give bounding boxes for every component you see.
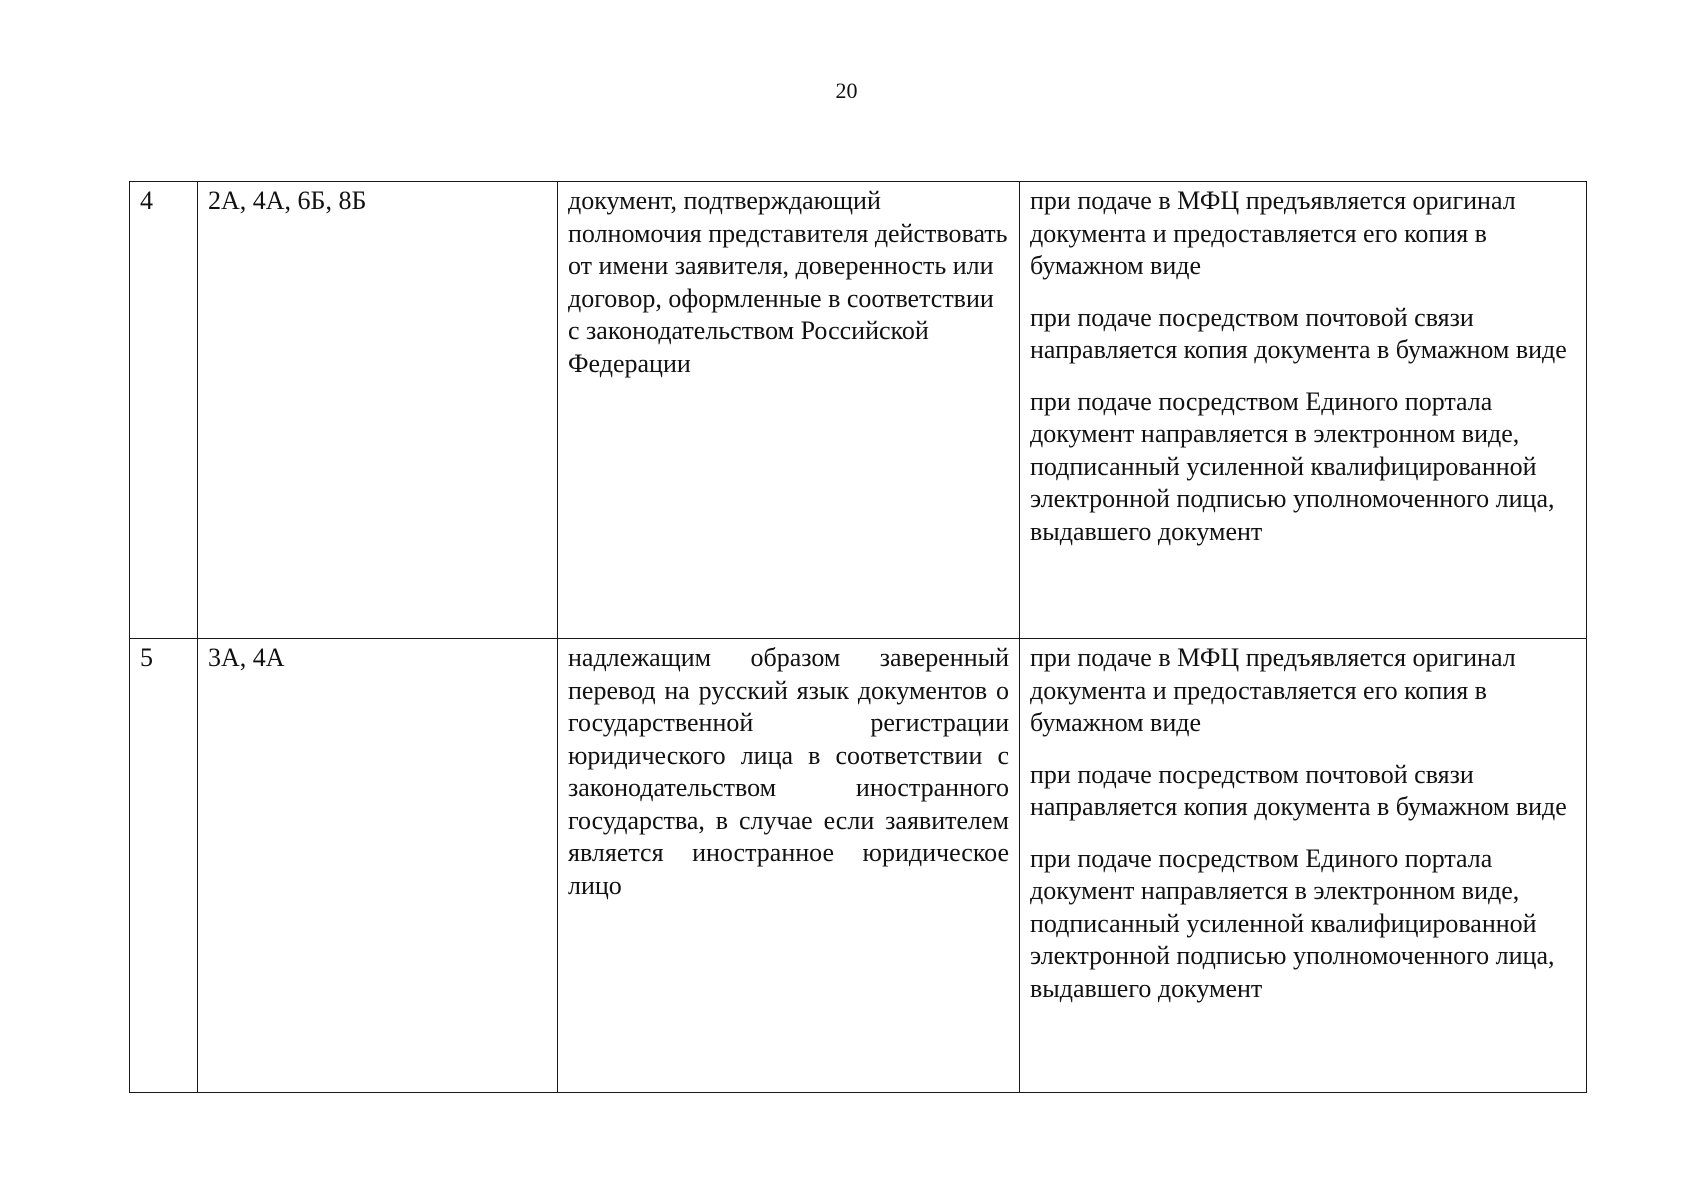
submission-method-cell (1020, 182, 1587, 639)
submission-method-cell (1020, 639, 1587, 1093)
table-row (130, 182, 1587, 639)
row-number-cell: 4 (130, 182, 198, 639)
submission-portal-text: при подаче посредством Единого портала документ направляется в электронном виде, подписанный усиленной квалифицированной электронной подписью уполномоченного лица, выдавшего документ (1030, 843, 1555, 1003)
document-name-cell: надлежащим образом заверенный перевод на русский язык документов о государственной регистрации юридического лица в соответствии с законодательством иностранного государства, в случае если заявителем является иностранное юридическое лицо (558, 639, 1020, 1093)
submission-post-text: при подаче посредством почтовой связи направляется копия документа в бумажном виде (1030, 759, 1567, 821)
submission-portal-text: при подаче посредством Единого портала документ направляется в электронном виде, подписанный усиленной квалифицированной электронной подписью уполномоченного лица, выдавшего документ (1030, 386, 1555, 546)
table-row (130, 639, 1587, 1093)
submission-post-text: при подаче посредством почтовой связи направляется копия документа в бумажном виде (1030, 302, 1567, 364)
row-number-cell: 5 (130, 639, 198, 1093)
submission-mfc-text: при подаче в МФЦ предъявляется оригинал документа и предоставляется его копия в бумажном виде (1030, 186, 1516, 280)
document-name-cell: документ, подтверждающий полномочия представителя действовать от имени заявителя, доверенность или договор, оформленные в соответствии с законодательством Российской Федерации (558, 182, 1020, 639)
applicant-codes-cell: 3А, 4А (198, 639, 558, 1093)
page-number: 20 (835, 78, 858, 103)
submission-mfc-text: при подаче в МФЦ предъявляется оригинал документа и предоставляется его копия в бумажном виде (1030, 643, 1516, 737)
applicant-codes-cell: 2А, 4А, 6Б, 8Б (198, 182, 558, 639)
documents-table (129, 181, 1587, 1093)
